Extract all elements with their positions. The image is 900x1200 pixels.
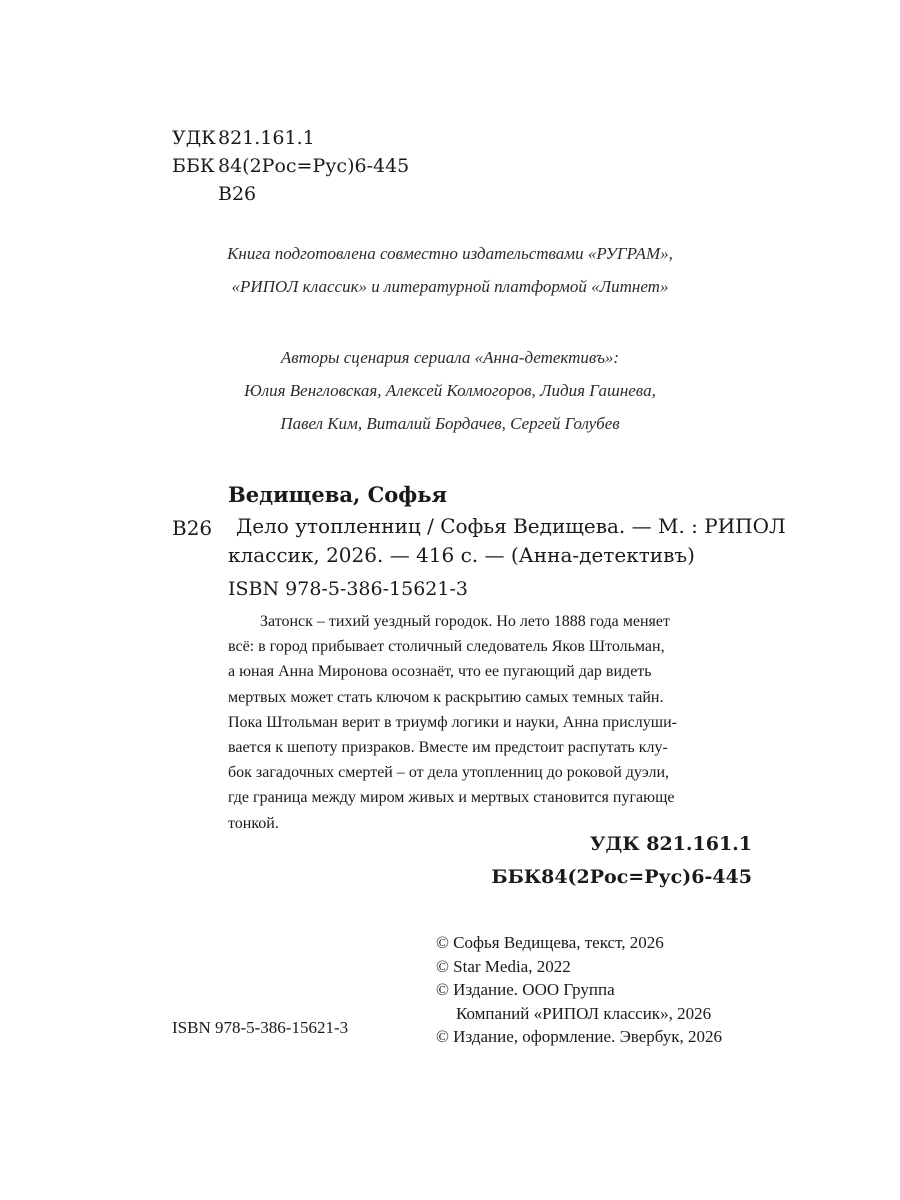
annotation-line: Затонск – тихий уездный городок. Но лето 1888 года меняет bbox=[260, 613, 670, 630]
authors-line-2: Павел Ким, Виталий Бордачев, Сергей Голубев bbox=[280, 414, 620, 433]
annotation-line: а юная Анна Миронова осознаёт, что ее пугающий дар видеть bbox=[228, 663, 652, 681]
copyright-text: © Софья Ведищева, текст, 2026 bbox=[436, 933, 664, 952]
entry-description bbox=[228, 512, 786, 570]
author-code-row bbox=[172, 180, 409, 208]
annotation-line: где граница между миром живых и мертвых становится пугающе bbox=[228, 789, 675, 807]
entry-line-1: Дело утопленниц / Софья Ведищева. — М. : РИПОЛ bbox=[236, 514, 786, 538]
udk-row bbox=[172, 124, 409, 152]
udk-index: УДК 821.161.1 bbox=[590, 833, 752, 855]
publishers-line-1: Книга подготовлена совместно издательствами «РУГРАМ», bbox=[227, 244, 673, 263]
bbk-row bbox=[172, 152, 409, 180]
publishers-line-2: «РИПОЛ классик» и литературной платформой «Литнет» bbox=[231, 277, 669, 296]
classification-block bbox=[172, 124, 409, 208]
copyright-starmedia: © Star Media, 2022 bbox=[436, 956, 571, 976]
annotation-line: вается к шепоту призраков. Вместе им предстоит распутать клу- bbox=[228, 739, 668, 757]
bbk-index: ББК84(2Рос=Рус)6-445 bbox=[491, 866, 752, 888]
copyright-edition-ripol-cont: Компаний «РИПОЛ классик», 2026 bbox=[456, 1003, 712, 1023]
copyright-edition-ripol: © Издание. ООО Группа bbox=[436, 980, 615, 999]
annotation-line: всё: в город прибывает столичный следователь Яков Штольман, bbox=[228, 638, 665, 656]
authors-line-1: Юлия Венгловская, Алексей Колмогоров, Лидия Гашнева, bbox=[244, 381, 656, 400]
udk-value: 821.161.1 bbox=[218, 127, 315, 149]
copyright-block bbox=[436, 931, 722, 1049]
bbk-value: 84(2Рос=Рус)6-445 bbox=[218, 155, 410, 177]
entry-isbn: ISBN 978-5-386-15621-3 bbox=[228, 578, 468, 600]
udk-label: УДК bbox=[172, 127, 216, 149]
annotation-line: бок загадочных смертей – от дела утопленниц до роковой дуэли, bbox=[228, 764, 670, 782]
bottom-isbn: ISBN 978-5-386-15621-3 bbox=[172, 1018, 349, 1037]
annotation bbox=[228, 609, 758, 836]
author-code: В26 bbox=[218, 183, 257, 205]
bbk-label: ББК bbox=[172, 155, 215, 177]
annotation-line: тонкой. bbox=[228, 814, 279, 832]
screenplay-authors-credit bbox=[0, 341, 900, 440]
copyright-design: © Издание, оформление. Эвербук, 2026 bbox=[436, 1027, 723, 1046]
entry-line-2: классик, 2026. — 416 с. — (Анна-детективъ) bbox=[228, 543, 695, 567]
publishers-credit bbox=[0, 237, 900, 303]
entry-author: Ведищева, Софья bbox=[228, 482, 448, 507]
annotation-line: мертвых может стать ключом к раскрытию самых темных тайн. bbox=[228, 688, 664, 706]
annotation-line: Пока Штольман верит в триумф логики и науки, Анна прислуши- bbox=[228, 713, 677, 731]
entry-code: В26 bbox=[172, 516, 213, 540]
authors-heading: Авторы сценария сериала «Анна-детективъ»: bbox=[280, 348, 620, 367]
